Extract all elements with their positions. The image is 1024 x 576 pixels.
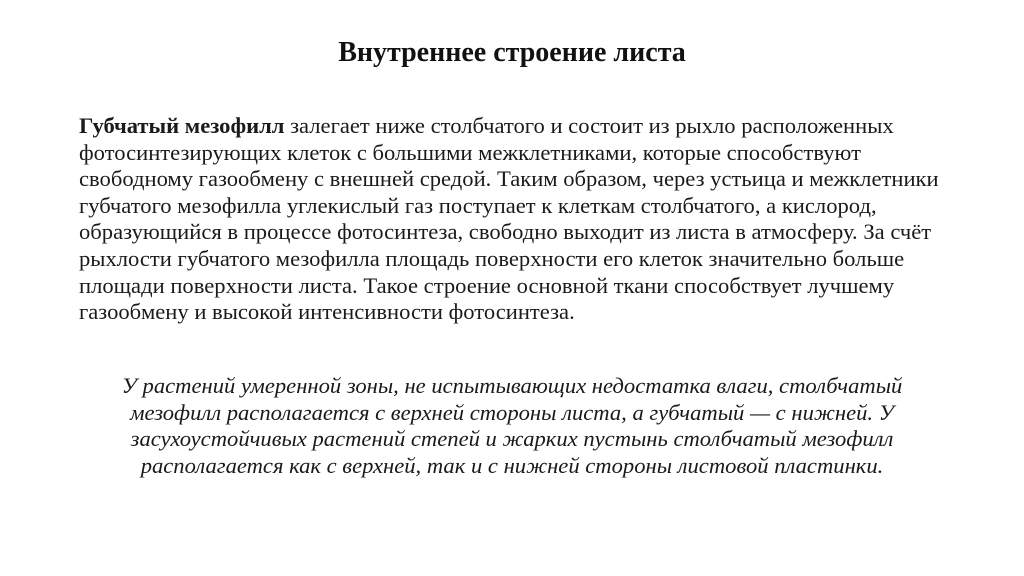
term-spongy-mesophyll: Губчатый мезофилл (79, 113, 285, 138)
main-paragraph (79, 113, 949, 326)
main-paragraph-text: залегает ниже столбчатого и состоит из рыхло расположенных фотосинтезирующих клеток с большими межклетниками, которые способствуют свободному газообмену с внешней средой. Таким образом, через устьица и межклетники губчатого мезофилла углекислый газ поступает к клеткам столбчатого, а кислород, образующийся в процессе фотосинтеза, свободно выходит из листа в атмосферу. За счёт рыхлости губчатого мезофилла площадь поверхности его клеток значительно больше площади поверхности листа. Такое строение основной ткани способствует лучшему газообмену и высокой интенсивности фотосинтеза. (79, 113, 939, 325)
slide-title: Внутреннее строение листа (338, 37, 686, 68)
note-paragraph: У растений умеренной зоны, не испытывающих недостатка влаги, столбчатый мезофилл располагается с верхней стороны листа, а губчатый — с нижней. У засухоустойчивых растений степей и жарких пустынь столбчатый мезофилл располагается как с верхней, так и с нижней стороны листовой пластинки. (121, 373, 903, 478)
